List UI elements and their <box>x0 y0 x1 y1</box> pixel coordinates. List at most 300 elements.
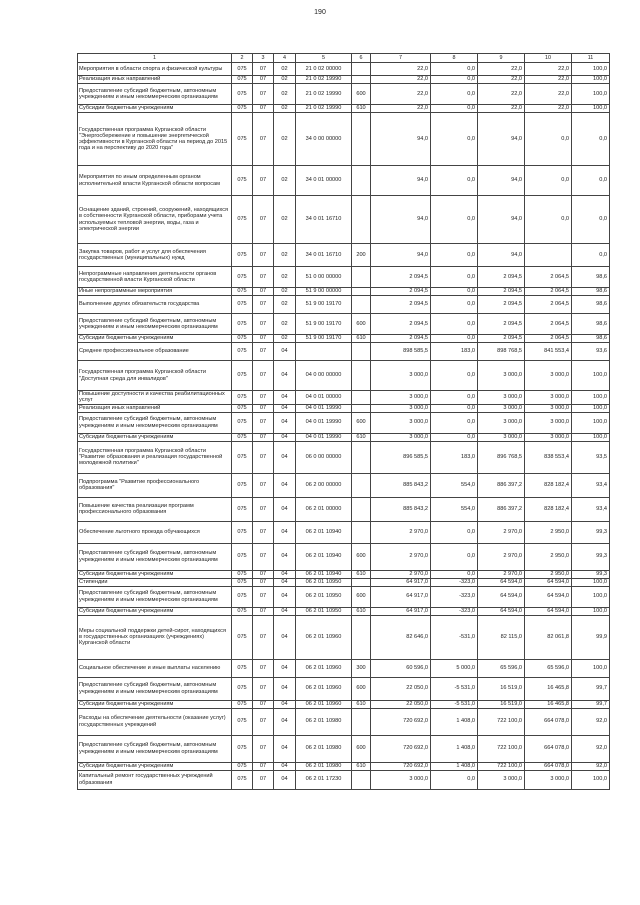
executed-value-cell: 838 553,4 <box>525 441 572 473</box>
expense-type-cell <box>352 404 371 412</box>
change-value-cell: 0,0 <box>431 84 478 105</box>
code-section-cell: 07 <box>253 708 274 735</box>
table-row <box>78 659 610 677</box>
code-section-cell: 07 <box>253 314 274 335</box>
change-value-cell: 0,0 <box>431 770 478 789</box>
code-section-cell: 07 <box>253 700 274 708</box>
code-subsection-cell: 04 <box>274 391 296 405</box>
plan-value-cell: 82 646,0 <box>371 615 431 659</box>
execution-percent-cell: 98,6 <box>572 296 610 314</box>
executed-value-cell: 828 182,4 <box>525 497 572 521</box>
code-subsection-cell: 02 <box>274 84 296 105</box>
executed-value-cell: 3 000,0 <box>525 412 572 433</box>
column-header-10: 10 <box>525 54 572 63</box>
plan-value-cell: 94,0 <box>371 196 431 244</box>
row-name-cell: Повышение качества реализации программ профессионального образования <box>78 497 232 521</box>
executed-value-cell: 3 000,0 <box>525 433 572 441</box>
adjusted-plan-cell: 886 397,2 <box>478 497 525 521</box>
code-section-cell: 07 <box>253 607 274 615</box>
table-row <box>78 433 610 441</box>
row-name-cell: Среднее профессиональное образование <box>78 343 232 361</box>
code-admin-cell: 075 <box>232 586 253 607</box>
executed-value-cell: 64 594,0 <box>525 586 572 607</box>
change-value-cell: -531,0 <box>431 615 478 659</box>
target-code-cell <box>296 343 352 361</box>
code-subsection-cell: 04 <box>274 677 296 700</box>
change-value-cell: 5 000,0 <box>431 659 478 677</box>
table-row <box>78 404 610 412</box>
table-row <box>78 296 610 314</box>
target-code-cell: 21 0 02 19990 <box>296 105 352 113</box>
executed-value-cell: 664 078,0 <box>525 735 572 762</box>
expense-type-cell: 600 <box>352 677 371 700</box>
table-row <box>78 196 610 244</box>
expense-type-cell: 610 <box>352 570 371 578</box>
code-admin-cell: 075 <box>232 441 253 473</box>
code-subsection-cell: 04 <box>274 343 296 361</box>
code-section-cell: 07 <box>253 762 274 770</box>
code-admin-cell: 075 <box>232 113 253 166</box>
adjusted-plan-cell: 94,0 <box>478 113 525 166</box>
executed-value-cell: 3 000,0 <box>525 770 572 789</box>
code-section-cell: 07 <box>253 659 274 677</box>
target-code-cell: 21 0 02 19990 <box>296 84 352 105</box>
table-row <box>78 412 610 433</box>
row-name-cell: Субсидии бюджетным учреждениям <box>78 700 232 708</box>
code-admin-cell: 075 <box>232 570 253 578</box>
row-name-cell: Непрограммные направления деятельности органов государственной власти Курганской области <box>78 267 232 288</box>
row-name-cell: Меры социальной поддержки детей-сирот, находящихся в государственных организациях (учреждениях) Курганской области <box>78 615 232 659</box>
adjusted-plan-cell: 3 000,0 <box>478 391 525 405</box>
code-subsection-cell: 02 <box>274 335 296 343</box>
row-name-cell: Субсидии бюджетным учреждениям <box>78 335 232 343</box>
table-row <box>78 288 610 296</box>
code-admin-cell: 075 <box>232 770 253 789</box>
code-section-cell: 07 <box>253 412 274 433</box>
adjusted-plan-cell: 2 094,5 <box>478 267 525 288</box>
table-row <box>78 76 610 84</box>
expense-type-cell <box>352 521 371 543</box>
row-name-cell: Субсидии бюджетным учреждениям <box>78 433 232 441</box>
execution-percent-cell: 100,0 <box>572 361 610 391</box>
code-section-cell: 07 <box>253 521 274 543</box>
expense-type-cell <box>352 296 371 314</box>
code-subsection-cell: 02 <box>274 105 296 113</box>
execution-percent-cell: 100,0 <box>572 404 610 412</box>
table-row <box>78 570 610 578</box>
code-admin-cell: 075 <box>232 84 253 105</box>
expense-type-cell <box>352 343 371 361</box>
execution-percent-cell: 100,0 <box>572 586 610 607</box>
code-subsection-cell: 02 <box>274 244 296 267</box>
change-value-cell: 1 408,0 <box>431 762 478 770</box>
row-name-cell: Предоставление субсидий бюджетным, автономным учреждениям и иным некоммерческим организациям <box>78 586 232 607</box>
code-admin-cell: 075 <box>232 433 253 441</box>
table-row <box>78 113 610 166</box>
target-code-cell: 51 9 00 00000 <box>296 288 352 296</box>
change-value-cell: -323,0 <box>431 607 478 615</box>
code-subsection-cell: 04 <box>274 735 296 762</box>
expense-type-cell: 600 <box>352 586 371 607</box>
execution-percent-cell: 100,0 <box>572 578 610 586</box>
adjusted-plan-cell: 22,0 <box>478 105 525 113</box>
plan-value-cell: 2 094,5 <box>371 296 431 314</box>
column-header-5: 5 <box>296 54 352 63</box>
adjusted-plan-cell: 3 000,0 <box>478 433 525 441</box>
code-section-cell: 07 <box>253 63 274 76</box>
adjusted-plan-cell: 722 100,0 <box>478 735 525 762</box>
code-section-cell: 07 <box>253 361 274 391</box>
execution-percent-cell: 0,0 <box>572 166 610 196</box>
target-code-cell: 04 0 00 00000 <box>296 361 352 391</box>
executed-value-cell: 2 950,0 <box>525 521 572 543</box>
row-name-cell: Субсидии бюджетным учреждениям <box>78 607 232 615</box>
change-value-cell: 0,0 <box>431 196 478 244</box>
change-value-cell: -323,0 <box>431 586 478 607</box>
executed-value-cell: 2 950,0 <box>525 543 572 570</box>
executed-value-cell: 0,0 <box>525 196 572 244</box>
code-admin-cell: 075 <box>232 700 253 708</box>
code-subsection-cell: 04 <box>274 770 296 789</box>
change-value-cell: 0,0 <box>431 391 478 405</box>
executed-value-cell: 2 064,5 <box>525 267 572 288</box>
code-section-cell: 07 <box>253 335 274 343</box>
change-value-cell: 0,0 <box>431 412 478 433</box>
execution-percent-cell: 100,0 <box>572 391 610 405</box>
code-section-cell: 07 <box>253 404 274 412</box>
code-section-cell: 07 <box>253 288 274 296</box>
row-name-cell: Выполнение других обязательств государства <box>78 296 232 314</box>
code-admin-cell: 075 <box>232 296 253 314</box>
plan-value-cell: 3 000,0 <box>371 361 431 391</box>
plan-value-cell: 720 692,0 <box>371 735 431 762</box>
table-row <box>78 267 610 288</box>
plan-value-cell: 3 000,0 <box>371 770 431 789</box>
executed-value-cell: 16 465,8 <box>525 677 572 700</box>
code-section-cell: 07 <box>253 433 274 441</box>
budget-table <box>77 53 610 790</box>
adjusted-plan-cell: 2 970,0 <box>478 521 525 543</box>
code-subsection-cell: 04 <box>274 433 296 441</box>
target-code-cell: 04 0 01 19990 <box>296 412 352 433</box>
row-name-cell: Подпрограмма "Развитие профессионального образования" <box>78 473 232 497</box>
column-header-8: 8 <box>431 54 478 63</box>
adjusted-plan-cell: 22,0 <box>478 63 525 76</box>
adjusted-plan-cell: 94,0 <box>478 166 525 196</box>
expense-type-cell: 610 <box>352 433 371 441</box>
executed-value-cell: 64 594,0 <box>525 607 572 615</box>
code-admin-cell: 075 <box>232 404 253 412</box>
code-section-cell: 07 <box>253 543 274 570</box>
execution-percent-cell: 92,0 <box>572 762 610 770</box>
row-name-cell: Иные непрограммные мероприятия <box>78 288 232 296</box>
code-admin-cell: 075 <box>232 708 253 735</box>
expense-type-cell <box>352 770 371 789</box>
column-header-4: 4 <box>274 54 296 63</box>
table-row <box>78 473 610 497</box>
code-admin-cell: 075 <box>232 288 253 296</box>
row-name-cell: Обеспечение льготного проезда обучающихся <box>78 521 232 543</box>
target-code-cell: 06 2 01 10950 <box>296 586 352 607</box>
plan-value-cell: 64 917,0 <box>371 578 431 586</box>
plan-value-cell: 885 843,2 <box>371 497 431 521</box>
expense-type-cell: 300 <box>352 659 371 677</box>
change-value-cell: 0,0 <box>431 63 478 76</box>
execution-percent-cell: 93,4 <box>572 473 610 497</box>
code-subsection-cell: 02 <box>274 267 296 288</box>
execution-percent-cell: 93,6 <box>572 343 610 361</box>
target-code-cell: 04 0 01 19990 <box>296 404 352 412</box>
execution-percent-cell: 99,3 <box>572 543 610 570</box>
plan-value-cell: 896 585,5 <box>371 441 431 473</box>
expense-type-cell: 600 <box>352 84 371 105</box>
expense-type-cell <box>352 473 371 497</box>
plan-value-cell: 3 000,0 <box>371 391 431 405</box>
expense-type-cell <box>352 267 371 288</box>
adjusted-plan-cell: 722 100,0 <box>478 708 525 735</box>
code-admin-cell: 075 <box>232 762 253 770</box>
execution-percent-cell: 0,0 <box>572 244 610 267</box>
adjusted-plan-cell: 22,0 <box>478 84 525 105</box>
expense-type-cell <box>352 288 371 296</box>
change-value-cell: 0,0 <box>431 244 478 267</box>
row-name-cell: Мероприятия в области спорта и физической культуры <box>78 63 232 76</box>
change-value-cell: -5 531,0 <box>431 677 478 700</box>
plan-value-cell: 885 843,2 <box>371 473 431 497</box>
expense-type-cell <box>352 63 371 76</box>
expense-type-cell: 610 <box>352 700 371 708</box>
plan-value-cell: 94,0 <box>371 166 431 196</box>
adjusted-plan-cell: 94,0 <box>478 196 525 244</box>
target-code-cell: 21 0 02 00000 <box>296 63 352 76</box>
table-row <box>78 677 610 700</box>
plan-value-cell: 2 094,5 <box>371 314 431 335</box>
expense-type-cell <box>352 708 371 735</box>
table-row <box>78 314 610 335</box>
adjusted-plan-cell: 64 594,0 <box>478 586 525 607</box>
expense-type-cell <box>352 441 371 473</box>
table-row <box>78 735 610 762</box>
expense-type-cell <box>352 391 371 405</box>
plan-value-cell: 2 970,0 <box>371 521 431 543</box>
execution-percent-cell: 100,0 <box>572 412 610 433</box>
expense-type-cell: 600 <box>352 412 371 433</box>
table-row <box>78 700 610 708</box>
change-value-cell: 1 408,0 <box>431 708 478 735</box>
table-row <box>78 84 610 105</box>
row-name-cell: Закупка товаров, работ и услуг для обеспечения государственных (муниципальных) нужд <box>78 244 232 267</box>
row-name-cell: Предоставление субсидий бюджетным, автономным учреждениям и иным некоммерческим организациям <box>78 677 232 700</box>
change-value-cell: 0,0 <box>431 113 478 166</box>
target-code-cell: 34 0 01 16710 <box>296 244 352 267</box>
target-code-cell: 04 0 01 00000 <box>296 391 352 405</box>
expense-type-cell: 600 <box>352 314 371 335</box>
target-code-cell: 51 0 00 00000 <box>296 267 352 288</box>
execution-percent-cell: 100,0 <box>572 607 610 615</box>
executed-value-cell: 2 064,5 <box>525 314 572 335</box>
adjusted-plan-cell: 2 094,5 <box>478 296 525 314</box>
code-admin-cell: 075 <box>232 244 253 267</box>
adjusted-plan-cell: 886 397,2 <box>478 473 525 497</box>
code-subsection-cell: 04 <box>274 762 296 770</box>
code-admin-cell: 075 <box>232 615 253 659</box>
plan-value-cell: 2 094,5 <box>371 267 431 288</box>
code-admin-cell: 075 <box>232 105 253 113</box>
target-code-cell: 06 2 01 10940 <box>296 521 352 543</box>
row-name-cell: Предоставление субсидий бюджетным, автономным учреждениям и иным некоммерческим организациям <box>78 84 232 105</box>
code-subsection-cell: 04 <box>274 586 296 607</box>
expense-type-cell <box>352 497 371 521</box>
code-admin-cell: 075 <box>232 343 253 361</box>
code-section-cell: 07 <box>253 196 274 244</box>
expense-type-cell <box>352 615 371 659</box>
code-section-cell: 07 <box>253 770 274 789</box>
code-section-cell: 07 <box>253 296 274 314</box>
execution-percent-cell: 92,0 <box>572 735 610 762</box>
change-value-cell: 0,0 <box>431 433 478 441</box>
change-value-cell: 0,0 <box>431 105 478 113</box>
plan-value-cell: 2 094,5 <box>371 288 431 296</box>
executed-value-cell: 22,0 <box>525 105 572 113</box>
target-code-cell: 06 2 01 10960 <box>296 677 352 700</box>
executed-value-cell: 0,0 <box>525 113 572 166</box>
execution-percent-cell: 100,0 <box>572 770 610 789</box>
target-code-cell: 04 0 01 19990 <box>296 433 352 441</box>
code-subsection-cell: 04 <box>274 570 296 578</box>
change-value-cell: 554,0 <box>431 473 478 497</box>
code-subsection-cell: 04 <box>274 521 296 543</box>
target-code-cell: 06 2 01 10950 <box>296 607 352 615</box>
plan-value-cell: 22,0 <box>371 105 431 113</box>
row-name-cell: Субсидии бюджетным учреждениям <box>78 570 232 578</box>
adjusted-plan-cell: 3 000,0 <box>478 361 525 391</box>
row-name-cell: Государственная программа Курганской области "Доступная среда для инвалидов" <box>78 361 232 391</box>
change-value-cell: 0,0 <box>431 267 478 288</box>
code-subsection-cell: 04 <box>274 700 296 708</box>
execution-percent-cell: 100,0 <box>572 76 610 84</box>
execution-percent-cell: 100,0 <box>572 105 610 113</box>
code-admin-cell: 075 <box>232 76 253 84</box>
plan-value-cell: 22,0 <box>371 76 431 84</box>
code-section-cell: 07 <box>253 84 274 105</box>
table-row <box>78 497 610 521</box>
code-section-cell: 07 <box>253 570 274 578</box>
executed-value-cell: 2 950,0 <box>525 570 572 578</box>
column-header-9: 9 <box>478 54 525 63</box>
adjusted-plan-cell: 3 000,0 <box>478 412 525 433</box>
code-admin-cell: 075 <box>232 267 253 288</box>
column-header-3: 3 <box>253 54 274 63</box>
code-section-cell: 07 <box>253 586 274 607</box>
adjusted-plan-cell: 2 094,5 <box>478 335 525 343</box>
plan-value-cell: 22,0 <box>371 63 431 76</box>
code-section-cell: 07 <box>253 343 274 361</box>
code-subsection-cell: 02 <box>274 76 296 84</box>
table-header-row <box>78 54 610 63</box>
row-name-cell: Повышение доступности и качества реабилитационных услуг <box>78 391 232 405</box>
code-admin-cell: 075 <box>232 473 253 497</box>
table-row <box>78 105 610 113</box>
row-name-cell: Предоставление субсидий бюджетным, автономным учреждениям и иным некоммерческим организациям <box>78 735 232 762</box>
change-value-cell: 0,0 <box>431 296 478 314</box>
row-name-cell: Предоставление субсидий бюджетным, автономным учреждениям и иным некоммерческим организациям <box>78 543 232 570</box>
target-code-cell: 06 2 01 10980 <box>296 735 352 762</box>
adjusted-plan-cell: 64 594,0 <box>478 607 525 615</box>
code-subsection-cell: 04 <box>274 441 296 473</box>
target-code-cell: 06 2 01 10950 <box>296 578 352 586</box>
row-name-cell: Мероприятия по иным определенным органом исполнительной власти Курганской области вопросам <box>78 166 232 196</box>
execution-percent-cell: 98,6 <box>572 335 610 343</box>
executed-value-cell: 841 553,4 <box>525 343 572 361</box>
code-admin-cell: 075 <box>232 196 253 244</box>
table-row <box>78 521 610 543</box>
expense-type-cell <box>352 361 371 391</box>
target-code-cell: 06 2 01 10960 <box>296 659 352 677</box>
row-name-cell: Стипендии <box>78 578 232 586</box>
code-section-cell: 07 <box>253 735 274 762</box>
executed-value-cell: 22,0 <box>525 63 572 76</box>
executed-value-cell <box>525 244 572 267</box>
target-code-cell: 34 0 01 00000 <box>296 166 352 196</box>
code-subsection-cell: 02 <box>274 314 296 335</box>
column-header-11: 11 <box>572 54 610 63</box>
target-code-cell: 06 2 01 10960 <box>296 700 352 708</box>
table-row <box>78 543 610 570</box>
adjusted-plan-cell: 16 519,0 <box>478 700 525 708</box>
change-value-cell: 0,0 <box>431 76 478 84</box>
adjusted-plan-cell: 722 100,0 <box>478 762 525 770</box>
change-value-cell: 554,0 <box>431 497 478 521</box>
execution-percent-cell: 98,6 <box>572 288 610 296</box>
expense-type-cell <box>352 166 371 196</box>
code-admin-cell: 075 <box>232 335 253 343</box>
plan-value-cell: 94,0 <box>371 244 431 267</box>
target-code-cell: 34 0 00 00000 <box>296 113 352 166</box>
plan-value-cell: 2 970,0 <box>371 543 431 570</box>
target-code-cell: 06 2 01 10940 <box>296 570 352 578</box>
expense-type-cell: 610 <box>352 105 371 113</box>
plan-value-cell: 22,0 <box>371 84 431 105</box>
code-subsection-cell: 04 <box>274 497 296 521</box>
expense-type-cell <box>352 196 371 244</box>
executed-value-cell: 82 061,8 <box>525 615 572 659</box>
code-subsection-cell: 04 <box>274 615 296 659</box>
table-row <box>78 615 610 659</box>
row-name-cell: Расходы на обеспечение деятельности (оказание услуг) государственных учреждений <box>78 708 232 735</box>
code-section-cell: 07 <box>253 391 274 405</box>
plan-value-cell: 2 094,5 <box>371 335 431 343</box>
execution-percent-cell: 0,0 <box>572 113 610 166</box>
code-subsection-cell: 04 <box>274 708 296 735</box>
code-subsection-cell: 04 <box>274 473 296 497</box>
execution-percent-cell: 98,6 <box>572 267 610 288</box>
code-admin-cell: 075 <box>232 543 253 570</box>
executed-value-cell: 2 064,5 <box>525 288 572 296</box>
execution-percent-cell: 99,7 <box>572 677 610 700</box>
plan-value-cell: 720 692,0 <box>371 708 431 735</box>
executed-value-cell: 2 064,5 <box>525 335 572 343</box>
executed-value-cell: 664 078,0 <box>525 762 572 770</box>
table-row <box>78 607 610 615</box>
executed-value-cell: 16 465,8 <box>525 700 572 708</box>
row-name-cell: Субсидии бюджетным учреждениям <box>78 762 232 770</box>
executed-value-cell: 64 594,0 <box>525 578 572 586</box>
plan-value-cell: 898 585,5 <box>371 343 431 361</box>
code-admin-cell: 075 <box>232 497 253 521</box>
change-value-cell: 0,0 <box>431 404 478 412</box>
target-code-cell: 06 2 01 00000 <box>296 497 352 521</box>
code-section-cell: 07 <box>253 113 274 166</box>
